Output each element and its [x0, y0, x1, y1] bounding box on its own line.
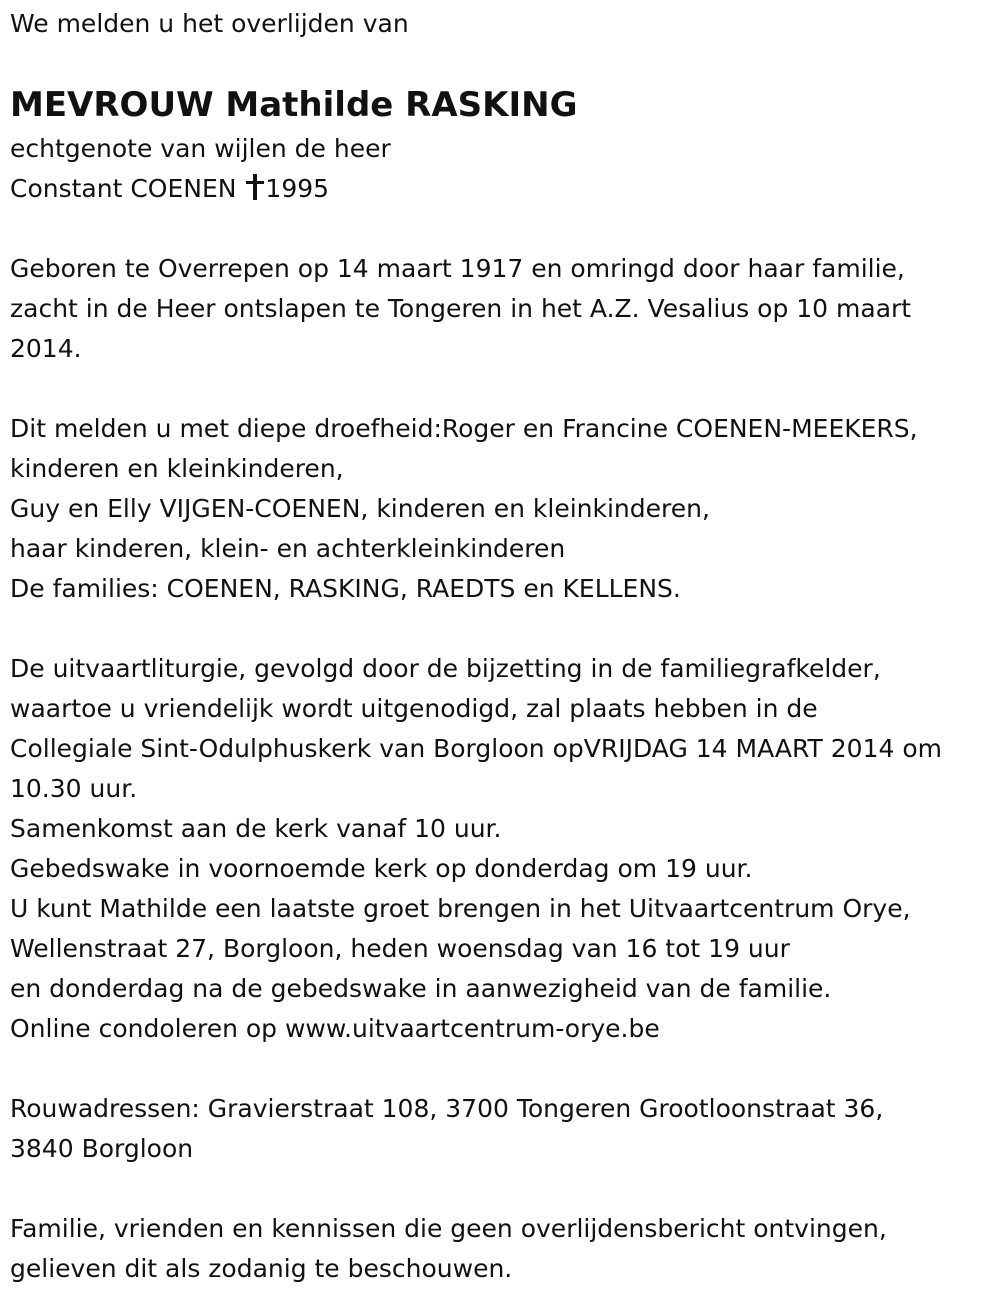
birth-death-paragraph: [10, 249, 995, 369]
paragraph-line: 10.30 uur.: [10, 774, 138, 803]
mourners-paragraph: [10, 409, 995, 609]
paragraph-line: kinderen en kleinkinderen,: [10, 454, 344, 483]
paragraph-line: Guy en Elly VIJGEN-COENEN, kinderen en kleinkinderen,: [10, 494, 710, 523]
paragraph-line: 2014.: [10, 334, 82, 363]
intro-text: We melden u het overlijden van: [10, 9, 409, 38]
paragraph-line: Rouwadressen: Gravierstraat 108, 3700 Tongeren Grootloonstraat 36,: [10, 1094, 884, 1123]
spacer: [10, 369, 995, 409]
spacer: [10, 1169, 995, 1209]
paragraph-line: waartoe u vriendelijk wordt uitgenodigd, zal plaats hebben in de: [10, 694, 818, 723]
addresses-paragraph: [10, 1089, 995, 1169]
condolence-link-line: Online condoleren op www.uitvaartcentrum-orye.be: [10, 1014, 660, 1043]
paragraph-line: Familie, vrienden en kennissen die geen overlijdensbericht ontvingen,: [10, 1214, 887, 1243]
paragraph-line: De uitvaartliturgie, gevolgd door de bijzetting in de familiegrafkelder,: [10, 654, 881, 683]
paragraph-line: 3840 Borgloon: [10, 1134, 194, 1163]
spouse-name: Constant COENEN: [10, 174, 237, 203]
paragraph-line: haar kinderen, klein- en achterkleinkinderen: [10, 534, 566, 563]
paragraph-line: gelieven dit als zodanig te beschouwen.: [10, 1254, 513, 1283]
paragraph-line: Gebedswake in voornoemde kerk op donderdag om 19 uur.: [10, 854, 753, 883]
cross-icon: [246, 174, 264, 200]
spacer: [10, 209, 995, 249]
paragraph-line: Dit melden u met diepe droefheid:Roger en Francine COENEN-MEEKERS,: [10, 414, 918, 443]
paragraph-line: U kunt Mathilde een laatste groet brengen in het Uitvaartcentrum Orye,: [10, 894, 911, 923]
obituary-notice: [10, 0, 995, 1289]
paragraph-line: zacht in de Heer ontslapen te Tongeren in het A.Z. Vesalius op 10 maart: [10, 294, 912, 323]
spouse-name-line: [10, 169, 995, 209]
paragraph-line: De families: COENEN, RASKING, RAEDTS en KELLENS.: [10, 574, 681, 603]
paragraph-line: Wellenstraat 27, Borgloon, heden woensdag van 16 tot 19 uur: [10, 934, 790, 963]
paragraph-line: Samenkomst aan de kerk vanaf 10 uur.: [10, 814, 502, 843]
paragraph-line: Collegiale Sint-Odulphuskerk van Borgloon opVRIJDAG 14 MAART 2014 om: [10, 734, 942, 763]
paragraph-line: en donderdag na de gebedswake in aanwezigheid van de familie.: [10, 974, 832, 1003]
funeral-paragraph: [10, 649, 995, 1049]
closing-paragraph: [10, 1209, 995, 1289]
spacer: [10, 609, 995, 649]
spouse-death-year: 1995: [265, 174, 330, 203]
deceased-name: MEVROUW Mathilde RASKING: [10, 85, 578, 125]
spacer: [10, 1049, 995, 1089]
spouse-line: echtgenote van wijlen de heer: [10, 134, 391, 163]
paragraph-line: Geboren te Overrepen op 14 maart 1917 en omringd door haar familie,: [10, 254, 905, 283]
